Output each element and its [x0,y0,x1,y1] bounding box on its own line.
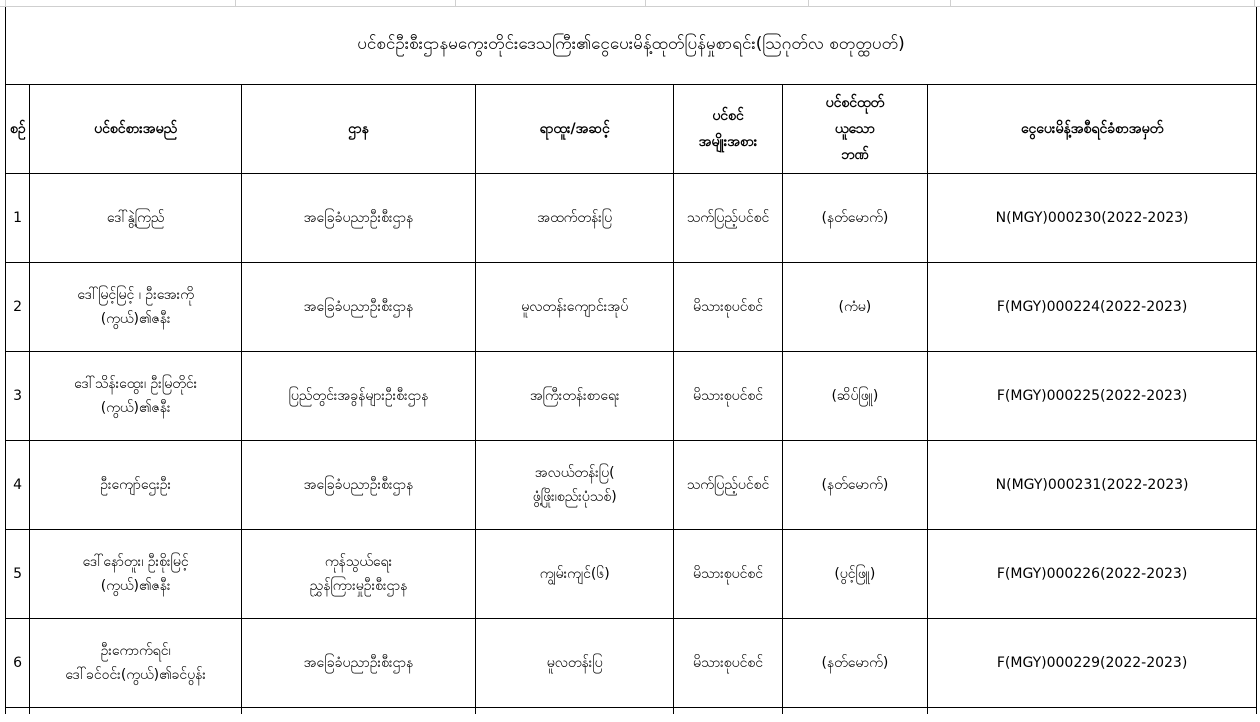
cell-reference[interactable]: N(MGY)000231(2022-2023) [928,441,1257,530]
cell-empty[interactable] [30,708,242,715]
cell-department-line: ညွှန်ကြားမှုဦးစီးဌာန [309,578,408,594]
cell-no[interactable]: 1 [6,174,30,263]
cell-department[interactable] [242,619,476,708]
col-header-name[interactable]: ပင်စင်စားအမည် [30,85,242,174]
cell-no[interactable]: 3 [6,352,30,441]
cell-rank[interactable] [475,174,674,263]
col-header-department[interactable]: ဌာန [242,85,476,174]
cell-rank[interactable] [475,352,674,441]
col-header-reference[interactable]: ငွေပေးမိန့်အစီရင်ခံစာအမှတ် [928,85,1257,174]
cell-no[interactable]: 6 [6,619,30,708]
cell-name-line: ဒေါ်ခင်ဝင်း(ကွယ်)၏ခင်ပွန်း [65,667,206,683]
cell-rank[interactable] [475,441,674,530]
col-header-no[interactable]: စဉ် [6,85,30,174]
cell-rank[interactable] [475,530,674,619]
table-row [6,441,1257,530]
col-header-bank-line: ပင်စင်ထုတ် [825,95,885,111]
cell-rank-line: အထက်တန်းပြ [537,210,613,226]
cell-department-line: အခြေခံပညာဦးစီးဌာန [303,655,414,671]
cell-reference[interactable]: F(MGY)000226(2022-2023) [928,530,1257,619]
cell-bank[interactable]: (နတ်မောက်) [782,174,928,263]
cell-pension-type[interactable]: သက်ပြည့်ပင်စင် [674,441,782,530]
cell-name[interactable] [30,263,242,352]
cell-name-line: ဒေါ်နော်တူး၊ ဦးစိုးမြင့် [82,554,189,570]
cell-empty[interactable] [782,708,928,715]
cell-department[interactable] [242,352,476,441]
cell-rank-line: ဖွံ့ဖြိုး၊စည်းပုံသစ်) [532,489,617,505]
cell-rank-line: မူလတန်းကျောင်းအုပ် [521,299,629,315]
header-row [6,85,1257,174]
cell-empty[interactable] [242,708,476,715]
cell-rank-line: အလယ်တန်းပြ( [534,465,615,481]
cell-no[interactable]: 2 [6,263,30,352]
cell-department-line: အခြေခံပညာဦးစီးဌာန [303,299,414,315]
cell-bank[interactable]: (ပွင့်ဖြူ) [782,530,928,619]
table-row [6,619,1257,708]
cell-name-line: ဦးကျော်ဌေးဦး [100,477,172,493]
cell-pension-type[interactable]: သက်ပြည့်ပင်စင် [674,174,782,263]
cell-pension-type[interactable]: မိသားစုပင်စင် [674,530,782,619]
cell-name-line: (ကွယ်)၏ဇနီး [100,578,171,594]
cell-department-line: အခြေခံပညာဦးစီးဌာန [303,210,414,226]
cell-no[interactable]: 5 [6,530,30,619]
table-row [6,263,1257,352]
col-header-bank[interactable] [782,85,928,174]
cell-rank-line: ကျွမ်းကျင်(၆) [539,566,610,582]
cell-department-line: အခြေခံပညာဦးစီးဌာန [303,477,414,493]
col-header-rank[interactable]: ရာထူး/အဆင့် [475,85,674,174]
col-header-pension-type-line: ပင်စင် [712,108,744,124]
cell-rank-line: မူလတန်းပြ [546,655,603,671]
table-title[interactable]: ပင်စင်ဦးစီးဌာနမကွေးတိုင်းဒေသကြီး၏ငွေပေးမိန့်ထုတ်ပြန်မှုစာရင်း(ဩဂုတ်လ စတုတ္ထပတ်) [6,7,1257,85]
cell-pension-type[interactable]: မိသားစုပင်စင် [674,263,782,352]
cell-name[interactable] [30,619,242,708]
cell-name-line: ဒေါ်မြင့်မြင့် ၊ ဦးအေးကို [77,287,194,303]
cell-reference[interactable]: F(MGY)000225(2022-2023) [928,352,1257,441]
cell-rank[interactable] [475,263,674,352]
table-row [6,174,1257,263]
cell-name[interactable] [30,174,242,263]
cell-department[interactable] [242,263,476,352]
cell-reference[interactable]: F(MGY)000224(2022-2023) [928,263,1257,352]
cell-pension-type[interactable]: မိသားစုပင်စင် [674,352,782,441]
top-grid-strip [0,0,1260,7]
cell-empty[interactable] [6,708,30,715]
table-row-partial [6,708,1257,715]
col-header-bank-line: ယူသော [834,121,875,137]
table-row [6,352,1257,441]
cell-department[interactable] [242,174,476,263]
cell-rank-line: အကြီးတန်းစာရေး [529,388,620,404]
cell-bank[interactable]: (ကံမ) [782,263,928,352]
cell-name-line: (ကွယ်)၏ဇနီး [100,400,171,416]
col-header-pension-type-line: အမျိုးအစား [698,134,758,150]
cell-empty[interactable] [928,708,1257,715]
cell-empty[interactable] [674,708,782,715]
cell-rank[interactable] [475,619,674,708]
cell-reference[interactable]: N(MGY)000230(2022-2023) [928,174,1257,263]
cell-name-line: ဒေါ်သိန်းထွေး၊ ဦးမြတိုင်း [74,376,198,392]
cell-name[interactable] [30,352,242,441]
cell-name[interactable] [30,530,242,619]
table-row [6,530,1257,619]
cell-bank[interactable]: (နတ်မောက်) [782,619,928,708]
cell-name-line: (ကွယ်)၏ဇနီး [100,311,171,327]
cell-empty[interactable] [475,708,674,715]
cell-bank[interactable]: (နတ်မောက်) [782,441,928,530]
cell-name-line: ဒေါ်နွဲ့ကြည် [106,210,165,226]
col-header-pension-type[interactable] [674,85,782,174]
cell-pension-type[interactable]: မိသားစုပင်စင် [674,619,782,708]
cell-no[interactable]: 4 [6,441,30,530]
cell-department[interactable] [242,441,476,530]
col-header-bank-line: ဘဏ် [841,147,869,163]
cell-department-line: ပြည်တွင်းအခွန်များဦးစီးဌာန [288,388,429,404]
cell-name-line: ဦးကောက်ရင်၊ [100,643,171,659]
cell-department[interactable] [242,530,476,619]
cell-bank[interactable]: (ဆိပ်ဖြူ) [782,352,928,441]
cell-reference[interactable]: F(MGY)000229(2022-2023) [928,619,1257,708]
cell-name[interactable] [30,441,242,530]
pension-table [5,7,1257,714]
cell-department-line: ကုန်သွယ်ရေး [324,554,393,570]
